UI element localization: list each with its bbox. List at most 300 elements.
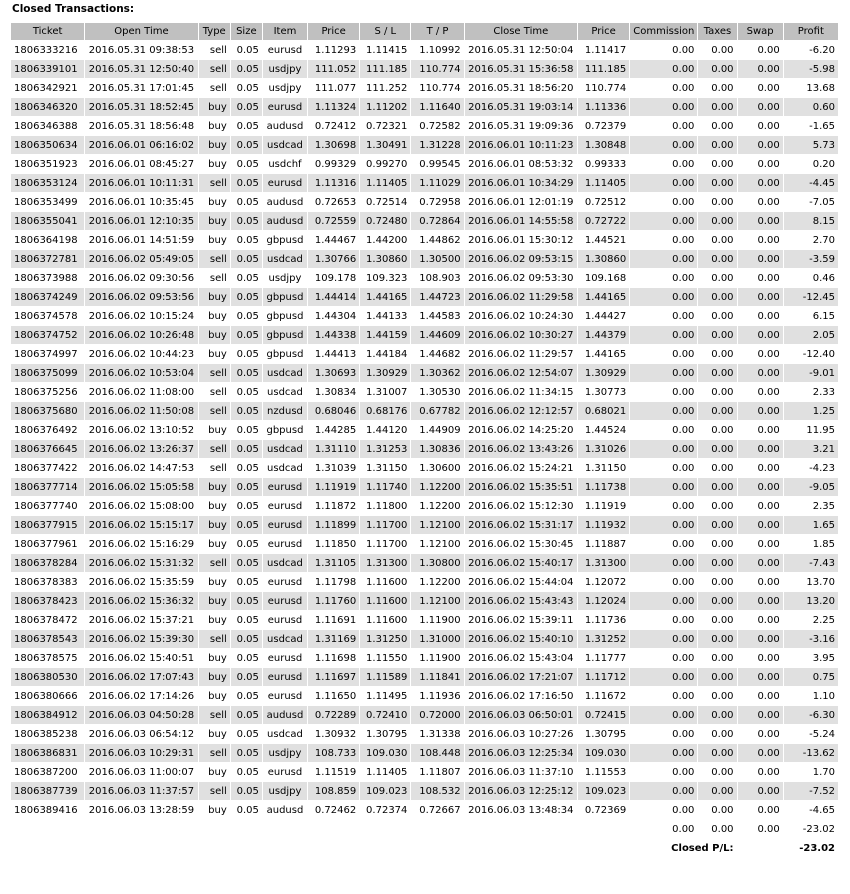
open-price-cell: 1.30698 <box>308 136 359 154</box>
ticket-cell: 1806346388 <box>11 117 84 135</box>
commission-cell: 0.00 <box>630 79 697 97</box>
stop-loss-cell: 0.72374 <box>360 801 410 819</box>
close-time-cell: 2016.06.02 13:43:26 <box>465 440 577 458</box>
close-time-cell: 2016.06.02 15:31:17 <box>465 516 577 534</box>
header-row <box>11 23 838 40</box>
type-cell: buy <box>199 288 230 306</box>
close-price-cell: 1.44521 <box>578 231 629 249</box>
close-price-cell: 1.11672 <box>578 687 629 705</box>
size-cell: 0.05 <box>231 326 262 344</box>
table-row <box>11 668 838 686</box>
close-price-cell: 1.11417 <box>578 41 629 59</box>
take-profit-cell: 1.11807 <box>411 763 463 781</box>
stop-loss-cell: 109.323 <box>360 269 410 287</box>
taxes-cell: 0.00 <box>698 98 736 116</box>
take-profit-cell: 0.72667 <box>411 801 463 819</box>
open-price-cell: 1.11650 <box>308 687 359 705</box>
swap-cell: 0.00 <box>738 136 783 154</box>
type-cell: buy <box>199 231 230 249</box>
close-time-cell: 2016.06.02 11:34:15 <box>465 383 577 401</box>
table-row <box>11 611 838 629</box>
ticket-cell: 1806375099 <box>11 364 84 382</box>
table-row <box>11 763 838 781</box>
open-price-cell: 1.11519 <box>308 763 359 781</box>
size-cell: 0.05 <box>231 117 262 135</box>
close-time-cell: 2016.06.02 15:40:10 <box>465 630 577 648</box>
item-cell: eurusd <box>263 668 307 686</box>
profit-cell: 11.95 <box>784 421 838 439</box>
taxes-cell: 0.00 <box>698 687 736 705</box>
close-time-cell: 2016.06.01 15:30:12 <box>465 231 577 249</box>
profit-cell: -4.23 <box>784 459 838 477</box>
item-cell: eurusd <box>263 649 307 667</box>
item-cell: eurusd <box>263 611 307 629</box>
ticket-cell: 1806387200 <box>11 763 84 781</box>
ticket-cell: 1806389416 <box>11 801 84 819</box>
open-price-cell: 109.178 <box>308 269 359 287</box>
take-profit-cell: 108.448 <box>411 744 463 762</box>
item-cell: usdcad <box>263 250 307 268</box>
commission-cell: 0.00 <box>630 687 697 705</box>
open-time-cell: 2016.06.02 15:39:30 <box>85 630 197 648</box>
open-time-cell: 2016.06.02 17:07:43 <box>85 668 197 686</box>
table-row <box>11 744 838 762</box>
ticket-cell: 1806374997 <box>11 345 84 363</box>
ticket-cell: 1806377915 <box>11 516 84 534</box>
table-row <box>11 364 838 382</box>
table-row <box>11 687 838 705</box>
column-header: Size <box>231 23 262 40</box>
close-price-cell: 1.11777 <box>578 649 629 667</box>
taxes-cell: 0.00 <box>698 174 736 192</box>
ticket-cell: 1806353124 <box>11 174 84 192</box>
close-price-cell: 1.11736 <box>578 611 629 629</box>
open-price-cell: 111.077 <box>308 79 359 97</box>
table-row <box>11 383 838 401</box>
swap-cell: 0.00 <box>738 706 783 724</box>
type-cell: sell <box>199 60 230 78</box>
ticket-cell: 1806377714 <box>11 478 84 496</box>
stop-loss-cell: 0.99270 <box>360 155 410 173</box>
ticket-cell: 1806351923 <box>11 155 84 173</box>
open-price-cell: 1.30766 <box>308 250 359 268</box>
swap-cell: 0.00 <box>738 117 783 135</box>
type-cell: buy <box>199 592 230 610</box>
size-cell: 0.05 <box>231 269 262 287</box>
take-profit-cell: 1.30600 <box>411 459 463 477</box>
size-cell: 0.05 <box>231 174 262 192</box>
swap-cell: 0.00 <box>738 60 783 78</box>
profit-cell: 0.20 <box>784 155 838 173</box>
swap-cell: 0.00 <box>738 459 783 477</box>
type-cell: sell <box>199 79 230 97</box>
commission-cell: 0.00 <box>630 231 697 249</box>
close-time-cell: 2016.06.02 10:30:27 <box>465 326 577 344</box>
stop-loss-cell: 1.11589 <box>360 668 410 686</box>
type-cell: sell <box>199 269 230 287</box>
profit-cell: 1.85 <box>784 535 838 553</box>
close-time-cell: 2016.06.03 10:27:26 <box>465 725 577 743</box>
close-price-cell: 1.44379 <box>578 326 629 344</box>
size-cell: 0.05 <box>231 421 262 439</box>
closed-transactions-table <box>10 22 839 858</box>
taxes-cell: 0.00 <box>698 79 736 97</box>
stop-loss-cell: 1.30860 <box>360 250 410 268</box>
item-cell: gbpusd <box>263 421 307 439</box>
stop-loss-cell: 1.31150 <box>360 459 410 477</box>
commission-cell: 0.00 <box>630 725 697 743</box>
size-cell: 0.05 <box>231 687 262 705</box>
close-time-cell: 2016.06.03 12:25:34 <box>465 744 577 762</box>
profit-cell: -13.62 <box>784 744 838 762</box>
close-time-cell: 2016.06.02 15:24:21 <box>465 459 577 477</box>
close-time-cell: 2016.06.03 12:25:12 <box>465 782 577 800</box>
stop-loss-cell: 1.11202 <box>360 98 410 116</box>
taxes-cell: 0.00 <box>698 630 736 648</box>
taxes-cell: 0.00 <box>698 269 736 287</box>
item-cell: audusd <box>263 193 307 211</box>
open-time-cell: 2016.05.31 09:38:53 <box>85 41 197 59</box>
open-time-cell: 2016.05.31 18:56:48 <box>85 117 197 135</box>
open-price-cell: 1.31169 <box>308 630 359 648</box>
take-profit-cell: 1.11640 <box>411 98 463 116</box>
ticket-cell: 1806377961 <box>11 535 84 553</box>
take-profit-cell: 1.12100 <box>411 535 463 553</box>
item-cell: usdjpy <box>263 744 307 762</box>
ticket-cell: 1806355041 <box>11 212 84 230</box>
size-cell: 0.05 <box>231 307 262 325</box>
close-time-cell: 2016.06.02 15:35:51 <box>465 478 577 496</box>
profit-cell: 2.70 <box>784 231 838 249</box>
close-time-cell: 2016.06.02 09:53:15 <box>465 250 577 268</box>
ticket-cell: 1806374578 <box>11 307 84 325</box>
open-price-cell: 1.11919 <box>308 478 359 496</box>
take-profit-cell: 1.44609 <box>411 326 463 344</box>
open-time-cell: 2016.06.02 05:49:05 <box>85 250 197 268</box>
profit-cell: 13.20 <box>784 592 838 610</box>
size-cell: 0.05 <box>231 782 262 800</box>
swap-cell: 0.00 <box>738 782 783 800</box>
ticket-cell: 1806350634 <box>11 136 84 154</box>
close-price-cell: 111.185 <box>578 60 629 78</box>
type-cell: buy <box>199 212 230 230</box>
open-time-cell: 2016.06.01 10:11:31 <box>85 174 197 192</box>
open-time-cell: 2016.06.03 13:28:59 <box>85 801 197 819</box>
profit-cell: -3.16 <box>784 630 838 648</box>
type-cell: buy <box>199 687 230 705</box>
swap-cell: 0.00 <box>738 231 783 249</box>
type-cell: buy <box>199 611 230 629</box>
size-cell: 0.05 <box>231 573 262 591</box>
taxes-cell: 0.00 <box>698 744 736 762</box>
close-time-cell: 2016.06.02 14:25:20 <box>465 421 577 439</box>
close-time-cell: 2016.06.03 11:37:10 <box>465 763 577 781</box>
swap-cell: 0.00 <box>738 212 783 230</box>
type-cell: sell <box>199 459 230 477</box>
open-time-cell: 2016.06.02 09:53:56 <box>85 288 197 306</box>
taxes-cell: 0.00 <box>698 573 736 591</box>
ticket-cell: 1806375680 <box>11 402 84 420</box>
type-cell: buy <box>199 345 230 363</box>
open-price-cell: 1.44338 <box>308 326 359 344</box>
take-profit-cell: 1.11900 <box>411 649 463 667</box>
swap-cell: 0.00 <box>738 763 783 781</box>
open-time-cell: 2016.06.02 11:50:08 <box>85 402 197 420</box>
item-cell: nzdusd <box>263 402 307 420</box>
close-time-cell: 2016.05.31 19:09:36 <box>465 117 577 135</box>
taxes-cell: 0.00 <box>698 307 736 325</box>
open-price-cell: 1.11691 <box>308 611 359 629</box>
commission-cell: 0.00 <box>630 478 697 496</box>
taxes-cell: 0.00 <box>698 250 736 268</box>
ticket-cell: 1806364198 <box>11 231 84 249</box>
size-cell: 0.05 <box>231 611 262 629</box>
take-profit-cell: 1.30530 <box>411 383 463 401</box>
type-cell: buy <box>199 478 230 496</box>
take-profit-cell: 1.30500 <box>411 250 463 268</box>
open-price-cell: 1.44285 <box>308 421 359 439</box>
commission-cell: 0.00 <box>630 763 697 781</box>
column-header: Type <box>199 23 230 40</box>
taxes-cell: 0.00 <box>698 212 736 230</box>
stop-loss-cell: 1.31300 <box>360 554 410 572</box>
close-time-cell: 2016.06.02 10:24:30 <box>465 307 577 325</box>
table-row <box>11 535 838 553</box>
commission-cell: 0.00 <box>630 193 697 211</box>
table-row <box>11 402 838 420</box>
table-row <box>11 60 838 78</box>
take-profit-cell: 1.30362 <box>411 364 463 382</box>
table-row <box>11 326 838 344</box>
open-price-cell: 1.31039 <box>308 459 359 477</box>
open-time-cell: 2016.06.02 10:26:48 <box>85 326 197 344</box>
open-time-cell: 2016.06.02 15:36:32 <box>85 592 197 610</box>
total-profit: -23.02 <box>784 820 838 838</box>
type-cell: sell <box>199 250 230 268</box>
close-price-cell: 1.11336 <box>578 98 629 116</box>
swap-cell: 0.00 <box>738 687 783 705</box>
open-price-cell: 1.30834 <box>308 383 359 401</box>
profit-cell: -7.05 <box>784 193 838 211</box>
table-row <box>11 497 838 515</box>
open-price-cell: 1.44304 <box>308 307 359 325</box>
type-cell: buy <box>199 725 230 743</box>
commission-cell: 0.00 <box>630 41 697 59</box>
taxes-cell: 0.00 <box>698 326 736 344</box>
item-cell: usdchf <box>263 155 307 173</box>
table-row <box>11 573 838 591</box>
take-profit-cell: 1.11029 <box>411 174 463 192</box>
table-row <box>11 516 838 534</box>
size-cell: 0.05 <box>231 364 262 382</box>
stop-loss-cell: 1.11495 <box>360 687 410 705</box>
item-cell: usdjpy <box>263 60 307 78</box>
take-profit-cell: 1.31228 <box>411 136 463 154</box>
item-cell: usdjpy <box>263 782 307 800</box>
open-time-cell: 2016.06.03 11:00:07 <box>85 763 197 781</box>
stop-loss-cell: 1.11740 <box>360 478 410 496</box>
type-cell: buy <box>199 668 230 686</box>
close-price-cell: 1.31150 <box>578 459 629 477</box>
commission-cell: 0.00 <box>630 668 697 686</box>
stop-loss-cell: 1.11405 <box>360 174 410 192</box>
taxes-cell: 0.00 <box>698 421 736 439</box>
close-time-cell: 2016.05.31 18:56:20 <box>465 79 577 97</box>
open-time-cell: 2016.06.02 17:14:26 <box>85 687 197 705</box>
type-cell: buy <box>199 535 230 553</box>
commission-cell: 0.00 <box>630 155 697 173</box>
size-cell: 0.05 <box>231 136 262 154</box>
open-time-cell: 2016.06.02 15:05:58 <box>85 478 197 496</box>
open-time-cell: 2016.05.31 17:01:45 <box>85 79 197 97</box>
open-time-cell: 2016.06.02 15:31:32 <box>85 554 197 572</box>
commission-cell: 0.00 <box>630 535 697 553</box>
size-cell: 0.05 <box>231 763 262 781</box>
size-cell: 0.05 <box>231 250 262 268</box>
open-time-cell: 2016.06.02 15:37:21 <box>85 611 197 629</box>
size-cell: 0.05 <box>231 98 262 116</box>
item-cell: gbpusd <box>263 345 307 363</box>
swap-cell: 0.00 <box>738 497 783 515</box>
ticket-cell: 1806353499 <box>11 193 84 211</box>
open-price-cell: 0.72559 <box>308 212 359 230</box>
close-price-cell: 1.44524 <box>578 421 629 439</box>
close-price-cell: 1.11405 <box>578 174 629 192</box>
size-cell: 0.05 <box>231 155 262 173</box>
taxes-cell: 0.00 <box>698 497 736 515</box>
taxes-cell: 0.00 <box>698 345 736 363</box>
column-header: Price <box>578 23 629 40</box>
closed-pl-row <box>11 839 838 857</box>
stop-loss-cell: 0.68176 <box>360 402 410 420</box>
swap-cell: 0.00 <box>738 668 783 686</box>
column-header: Close Time <box>465 23 577 40</box>
stop-loss-cell: 1.30929 <box>360 364 410 382</box>
type-cell: buy <box>199 136 230 154</box>
taxes-cell: 0.00 <box>698 554 736 572</box>
take-profit-cell: 108.903 <box>411 269 463 287</box>
swap-cell: 0.00 <box>738 801 783 819</box>
open-price-cell: 1.30932 <box>308 725 359 743</box>
table-row <box>11 649 838 667</box>
size-cell: 0.05 <box>231 41 262 59</box>
commission-cell: 0.00 <box>630 136 697 154</box>
commission-cell: 0.00 <box>630 801 697 819</box>
swap-cell: 0.00 <box>738 155 783 173</box>
type-cell: buy <box>199 801 230 819</box>
size-cell: 0.05 <box>231 60 262 78</box>
ticket-cell: 1806374249 <box>11 288 84 306</box>
commission-cell: 0.00 <box>630 60 697 78</box>
profit-cell: 3.21 <box>784 440 838 458</box>
open-time-cell: 2016.06.02 15:35:59 <box>85 573 197 591</box>
size-cell: 0.05 <box>231 801 262 819</box>
profit-cell: 2.35 <box>784 497 838 515</box>
size-cell: 0.05 <box>231 725 262 743</box>
stop-loss-cell: 1.31250 <box>360 630 410 648</box>
item-cell: eurusd <box>263 592 307 610</box>
swap-cell: 0.00 <box>738 307 783 325</box>
open-price-cell: 0.72289 <box>308 706 359 724</box>
taxes-cell: 0.00 <box>698 459 736 477</box>
stop-loss-cell: 1.11700 <box>360 516 410 534</box>
swap-cell: 0.00 <box>738 440 783 458</box>
open-price-cell: 1.11872 <box>308 497 359 515</box>
stop-loss-cell: 1.44133 <box>360 307 410 325</box>
commission-cell: 0.00 <box>630 516 697 534</box>
total-taxes: 0.00 <box>698 820 736 838</box>
size-cell: 0.05 <box>231 535 262 553</box>
swap-cell: 0.00 <box>738 326 783 344</box>
close-price-cell: 1.44165 <box>578 288 629 306</box>
ticket-cell: 1806385238 <box>11 725 84 743</box>
open-time-cell: 2016.05.31 12:50:40 <box>85 60 197 78</box>
stop-loss-cell: 1.44200 <box>360 231 410 249</box>
swap-cell: 0.00 <box>738 79 783 97</box>
swap-cell: 0.00 <box>738 421 783 439</box>
swap-cell: 0.00 <box>738 364 783 382</box>
taxes-cell: 0.00 <box>698 516 736 534</box>
commission-cell: 0.00 <box>630 744 697 762</box>
stop-loss-cell: 0.72480 <box>360 212 410 230</box>
swap-cell: 0.00 <box>738 402 783 420</box>
table-row <box>11 706 838 724</box>
close-price-cell: 1.31252 <box>578 630 629 648</box>
open-price-cell: 1.11760 <box>308 592 359 610</box>
close-price-cell: 1.30929 <box>578 364 629 382</box>
open-time-cell: 2016.06.03 11:37:57 <box>85 782 197 800</box>
close-price-cell: 109.168 <box>578 269 629 287</box>
table-row <box>11 136 838 154</box>
taxes-cell: 0.00 <box>698 801 736 819</box>
commission-cell: 0.00 <box>630 611 697 629</box>
open-price-cell: 0.72462 <box>308 801 359 819</box>
close-time-cell: 2016.06.02 17:16:50 <box>465 687 577 705</box>
taxes-cell: 0.00 <box>698 60 736 78</box>
close-price-cell: 1.30860 <box>578 250 629 268</box>
take-profit-cell: 1.11841 <box>411 668 463 686</box>
close-price-cell: 1.11553 <box>578 763 629 781</box>
close-price-cell: 0.72512 <box>578 193 629 211</box>
profit-cell: 0.46 <box>784 269 838 287</box>
open-time-cell: 2016.06.02 14:47:53 <box>85 459 197 477</box>
swap-cell: 0.00 <box>738 288 783 306</box>
size-cell: 0.05 <box>231 231 262 249</box>
take-profit-cell: 1.12200 <box>411 573 463 591</box>
open-time-cell: 2016.06.01 12:10:35 <box>85 212 197 230</box>
ticket-cell: 1806376645 <box>11 440 84 458</box>
commission-cell: 0.00 <box>630 98 697 116</box>
profit-cell: -12.40 <box>784 345 838 363</box>
stop-loss-cell: 1.11405 <box>360 763 410 781</box>
open-price-cell: 1.11293 <box>308 41 359 59</box>
take-profit-cell: 0.72582 <box>411 117 463 135</box>
profit-cell: 0.75 <box>784 668 838 686</box>
ticket-cell: 1806378472 <box>11 611 84 629</box>
close-time-cell: 2016.06.01 10:34:29 <box>465 174 577 192</box>
item-cell: usdcad <box>263 440 307 458</box>
ticket-cell: 1806346320 <box>11 98 84 116</box>
close-price-cell: 1.31026 <box>578 440 629 458</box>
profit-cell: -7.43 <box>784 554 838 572</box>
take-profit-cell: 1.31338 <box>411 725 463 743</box>
swap-cell: 0.00 <box>738 345 783 363</box>
close-price-cell: 0.99333 <box>578 155 629 173</box>
taxes-cell: 0.00 <box>698 440 736 458</box>
swap-cell: 0.00 <box>738 478 783 496</box>
swap-cell: 0.00 <box>738 516 783 534</box>
swap-cell: 0.00 <box>738 250 783 268</box>
